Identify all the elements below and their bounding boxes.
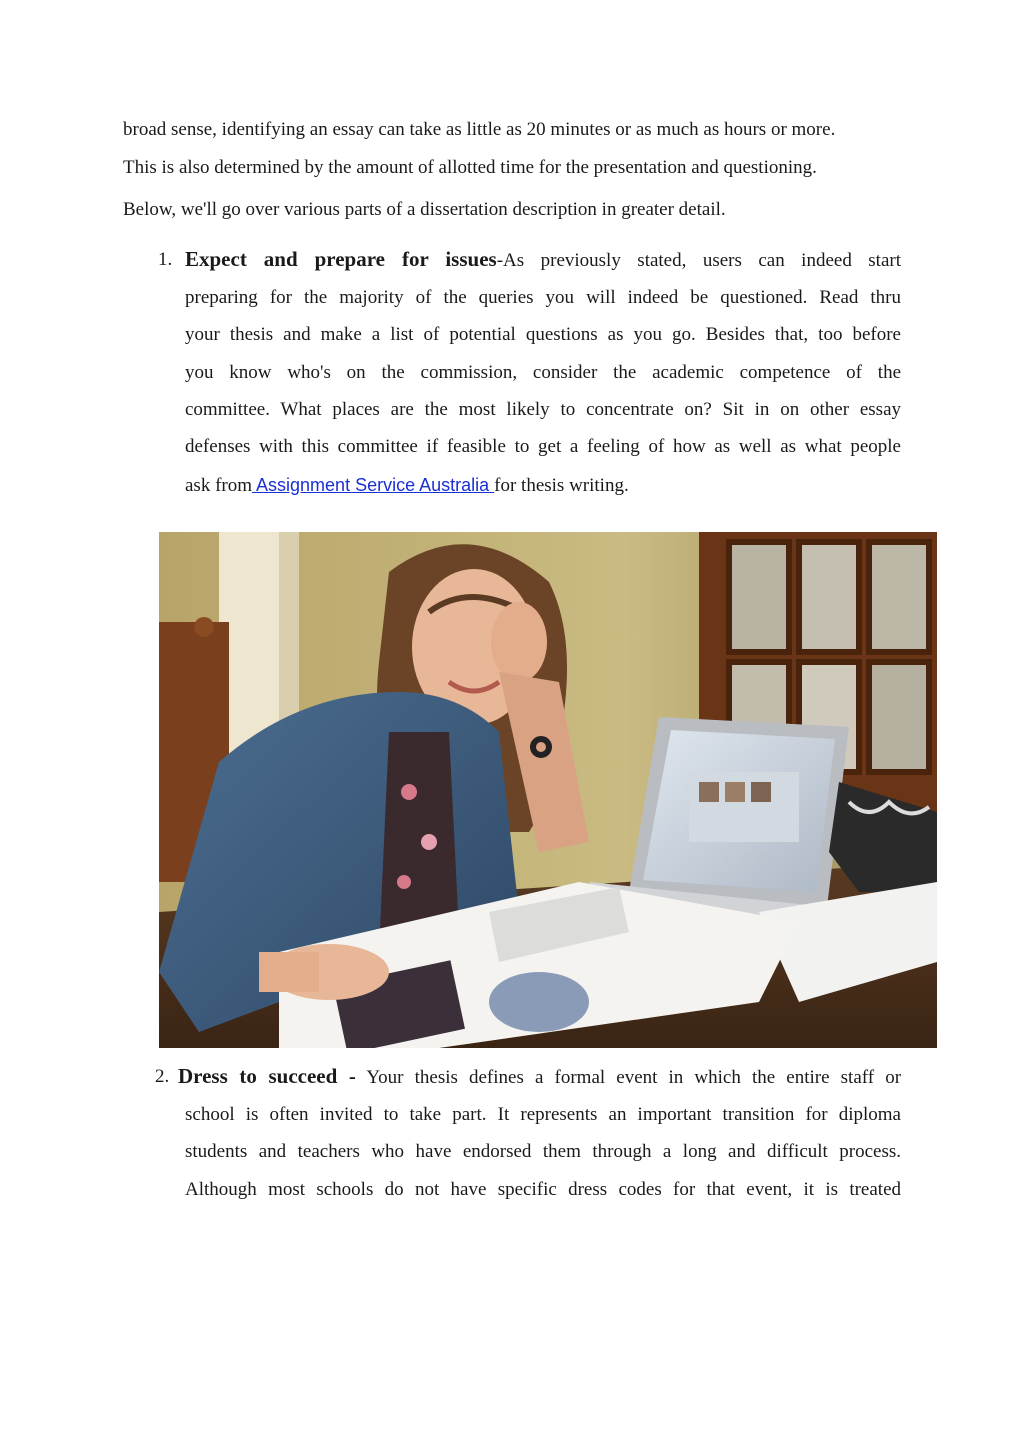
list-item-2-text: Your thesis defines a formal event in which the entire staff or — [366, 1067, 902, 1088]
list-item-2-line-1 — [178, 1064, 901, 1090]
list-item-1-last-suffix: for thesis writing. — [494, 475, 629, 496]
list-item-1-line-7 — [185, 473, 629, 498]
intro-line-3: Below, we'll go over various parts of a dissertation description in greater detail. — [123, 199, 726, 220]
list-item-1-line-2: preparing for the majority of the queries you will indeed be questioned. Read thru — [185, 287, 901, 308]
list-item-2-line-2: school is often invited to take part. It represents an important transition for diploma — [185, 1104, 901, 1125]
list-item-2-heading: Dress to succeed - — [178, 1064, 356, 1088]
list-item-1-text: -As previously stated, users can indeed start — [496, 250, 901, 271]
list-item-1-line-1 — [185, 247, 901, 273]
list-item-1-heading: Expect and prepare for issues — [185, 247, 497, 271]
list-item-1-line-5: committee. What places are the most likely to concentrate on? Sit in on other essay — [185, 399, 901, 420]
list-item-2-line-3: students and teachers who have endorsed them through a long and difficult process. — [185, 1141, 901, 1162]
intro-line-2: This is also determined by the amount of allotted time for the presentation and questioning. — [123, 157, 817, 178]
list-item-1-line-4: you know who's on the commission, consider the academic competence of the — [185, 362, 901, 383]
student-studying-photo — [159, 532, 937, 1048]
list-item-1-line-3: your thesis and make a list of potential questions as you go. Besides that, too before — [185, 324, 901, 345]
list-number-2: 2. — [155, 1066, 170, 1087]
list-item-1-last-prefix: ask from — [185, 475, 253, 496]
list-item-2-line-4: Although most schools do not have specific dress codes for that event, it is treated — [185, 1179, 901, 1200]
list-item-1-line-6: defenses with this committee if feasible to get a feeling of how as well as what people — [185, 436, 901, 457]
list-number-1: 1. — [158, 249, 173, 270]
intro-line-1: broad sense, identifying an essay can take as little as 20 minutes or as much as hours or more. — [123, 119, 836, 140]
assignment-service-link[interactable]: Assignment Service Australia — [252, 475, 495, 495]
